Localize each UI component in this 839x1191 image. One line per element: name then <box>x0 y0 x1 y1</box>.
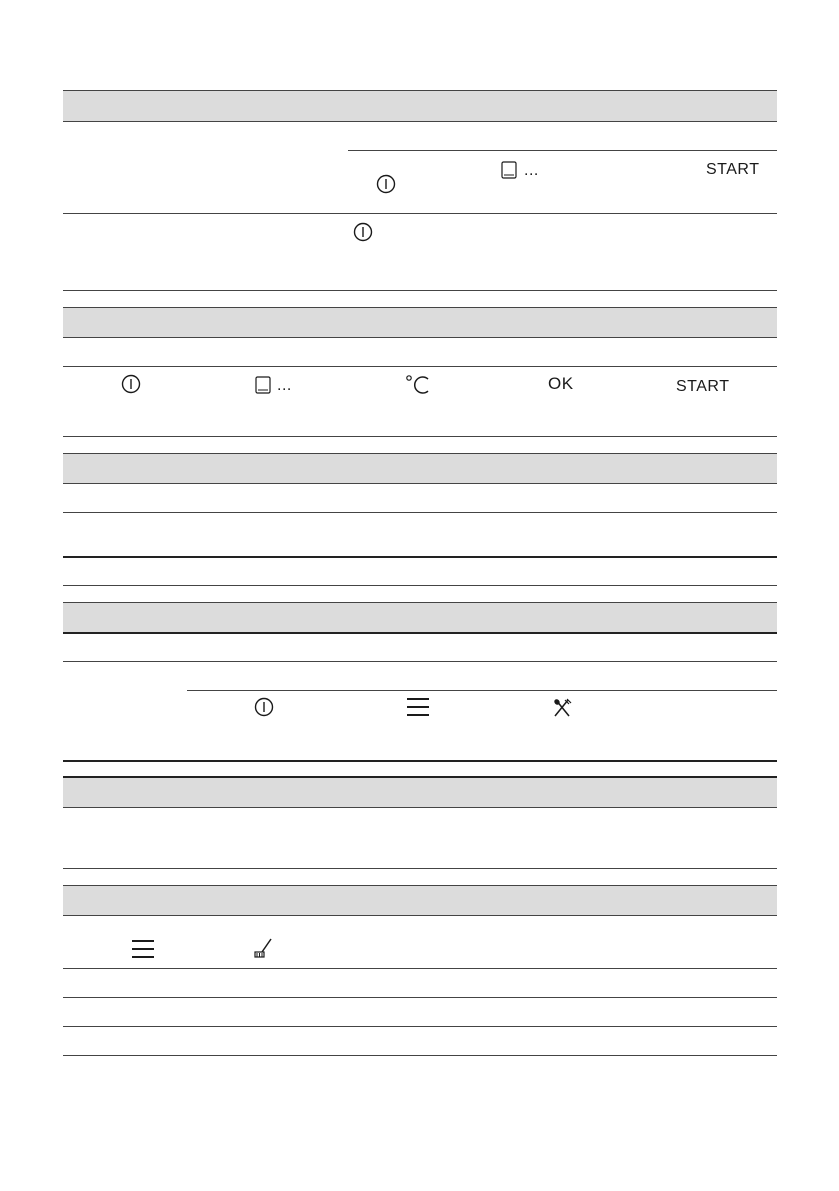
oven-display-icon <box>254 375 272 395</box>
menu-icon <box>405 696 431 718</box>
rule <box>63 585 777 586</box>
power-icon <box>375 173 397 195</box>
rule <box>63 453 777 454</box>
rule <box>63 90 777 91</box>
section-2-header-band <box>63 307 777 337</box>
rule <box>63 997 777 998</box>
start-label: START <box>676 378 730 395</box>
rule <box>63 885 777 886</box>
power-icon <box>120 373 142 395</box>
rule <box>63 436 777 437</box>
rule <box>63 213 777 214</box>
rule <box>63 556 777 558</box>
rule <box>63 776 777 778</box>
power-icon <box>253 696 275 718</box>
rule <box>63 307 777 308</box>
rule <box>187 690 777 691</box>
section-3-header-band <box>63 453 777 483</box>
rule <box>63 661 777 662</box>
rule <box>63 915 777 916</box>
rule <box>63 290 777 291</box>
ellipsis: ... <box>524 162 539 179</box>
rule <box>63 512 777 513</box>
ellipsis: ... <box>277 377 292 394</box>
section-6-header-band <box>63 885 777 915</box>
rule <box>63 968 777 969</box>
power-icon <box>352 221 374 243</box>
rule <box>63 366 777 367</box>
menu-icon <box>130 938 156 960</box>
rule <box>63 807 777 808</box>
rule <box>63 602 777 603</box>
cleaning-brush-icon <box>252 936 274 960</box>
oven-display-icon <box>500 160 518 180</box>
ok-label: OK <box>548 374 574 393</box>
rule <box>348 150 777 151</box>
cutlery-icon <box>551 697 573 719</box>
rule <box>63 632 777 634</box>
rule <box>63 760 777 762</box>
rule <box>63 337 777 338</box>
temperature-icon <box>404 373 432 397</box>
start-label: START <box>706 161 760 178</box>
rule <box>63 121 777 122</box>
section-5-header-band <box>63 777 777 807</box>
rule <box>63 868 777 869</box>
rule <box>63 1055 777 1056</box>
section-4-header-band <box>63 602 777 632</box>
rule <box>63 1026 777 1027</box>
rule <box>63 483 777 484</box>
section-1-header-band <box>63 90 777 121</box>
